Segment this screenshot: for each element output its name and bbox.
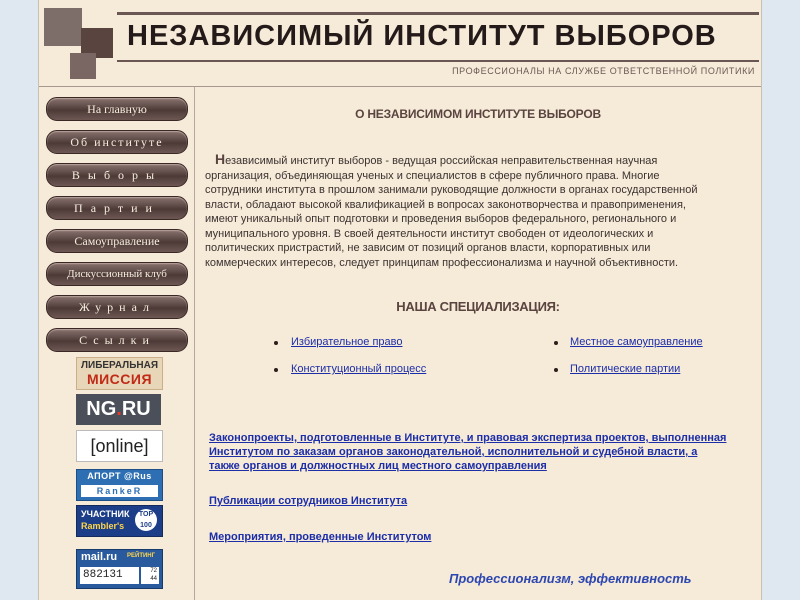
- nav-journal-button[interactable]: Журнал: [46, 295, 188, 319]
- nav-self-government-button[interactable]: Самоуправление: [46, 229, 188, 253]
- bullet-icon: [554, 368, 558, 372]
- aport-line1: АПОРТ @Rus: [87, 471, 152, 481]
- spec-link-electoral-law[interactable]: Избирательное право: [291, 336, 403, 348]
- intro-text: езависимый институт выборов - ведущая российская неправительственная научная организация, объединяющая ученых и специалистов в сфере публичного права. Многие сотрудники института в прошлом занимали руководящие должности в органах государственной власти, обладают высокой квалификацией в вопросах законотворчества и правоприменения, имеют уникальный опыт подготовки и проведения выборов федерального, регионального и муниципального уровня. В своей деятельности институт свободен от идеологических и политических пристрастий, не зависим от позиций органов власти, корпоративных или коммерческих интересов, следует принципам профессионализма и научной объективности.: [205, 155, 698, 269]
- sidebar: [39, 87, 195, 600]
- site-tagline: ПРОФЕССИОНАЛЫ НА СЛУЖБЕ ОТВЕТСТВЕННОЙ ПОЛИТИКИ: [452, 66, 755, 76]
- bullet-icon: [274, 368, 278, 372]
- intro-first-letter: Н: [215, 151, 226, 167]
- title-rule-bottom: [117, 60, 759, 62]
- mail-ru-logo: mail.ru: [81, 551, 118, 563]
- liberal-mission-badge[interactable]: [76, 357, 163, 390]
- ng-ru-part2: RU: [121, 398, 151, 420]
- spec-link-local-government[interactable]: Местное самоуправление: [570, 336, 703, 348]
- site-title: НЕЗАВИСИМЫЙ ИНСТИТУТ ВЫБОРОВ: [127, 20, 717, 52]
- about-heading: О НЕЗАВИСИМОМ ИНСТИТУТЕ ВЫБОРОВ: [355, 107, 601, 121]
- mail-ru-side-counts: [141, 567, 159, 584]
- aport-line2: RankeR: [81, 485, 158, 497]
- nav-links-button[interactable]: Ссылки: [46, 328, 188, 352]
- nav-parties-button[interactable]: Партии: [46, 196, 188, 220]
- link-institute-events[interactable]: Мероприятия, проведенные Институтом: [209, 531, 432, 543]
- motto-text: Профессионализм, эффективность: [449, 571, 692, 586]
- rambler-top100-badge[interactable]: [76, 505, 163, 537]
- bullet-icon: [274, 341, 278, 345]
- online-badge[interactable]: [online]: [76, 430, 163, 462]
- specialization-heading: НАША СПЕЦИАЛИЗАЦИЯ:: [396, 299, 560, 314]
- ng-ru-part1: NG: [86, 398, 117, 420]
- ng-ru-badge[interactable]: [76, 394, 161, 425]
- mail-ru-side-top: 72: [150, 568, 157, 574]
- liberal-mission-line2: МИССИЯ: [86, 371, 153, 387]
- mail-ru-counter: 882131: [80, 567, 139, 584]
- main-content: [195, 87, 761, 600]
- spec-link-constitutional-process[interactable]: Конституционный процесс: [291, 363, 427, 375]
- nav-elections-button[interactable]: Выборы: [46, 163, 188, 187]
- mail-ru-rating-badge[interactable]: [76, 549, 163, 589]
- intro-paragraph: [205, 152, 717, 270]
- spec-link-political-parties[interactable]: Политические партии: [570, 363, 681, 375]
- title-rule-top: [117, 12, 759, 15]
- liberal-mission-line1: ЛИБЕРАЛЬНАЯ: [80, 360, 159, 371]
- rambler-line1: УЧАСТНИК: [81, 509, 130, 519]
- mail-ru-side-bottom: 44: [150, 576, 157, 582]
- aport-ranker-badge[interactable]: [76, 469, 163, 501]
- nav-discussion-club-button[interactable]: Дискуссионный клуб: [46, 262, 188, 286]
- nav-about-button[interactable]: Об институте: [46, 130, 188, 154]
- mail-ru-rating-label: РЕЙТИНГ: [127, 553, 156, 559]
- nav-home-button[interactable]: На главную: [46, 97, 188, 121]
- logo-square-front: [70, 53, 96, 79]
- page: [38, 0, 762, 600]
- rambler-line2: Rambler's: [81, 521, 125, 531]
- ng-ru-dot: .: [116, 398, 122, 420]
- link-legislation-drafts[interactable]: Законопроекты, подготовленные в Институте, и правовая экспертиза проектов, выполненная Институтом по заказам органов законодательной, исполнительной и судебной власти, а также органов и должностных лиц местного самоуправления: [209, 432, 727, 472]
- link-staff-publications[interactable]: Публикации сотрудников Института: [209, 495, 408, 507]
- rambler-top100-label: TOP 100: [135, 509, 157, 531]
- logo-square-back: [44, 8, 82, 46]
- bullet-icon: [554, 341, 558, 345]
